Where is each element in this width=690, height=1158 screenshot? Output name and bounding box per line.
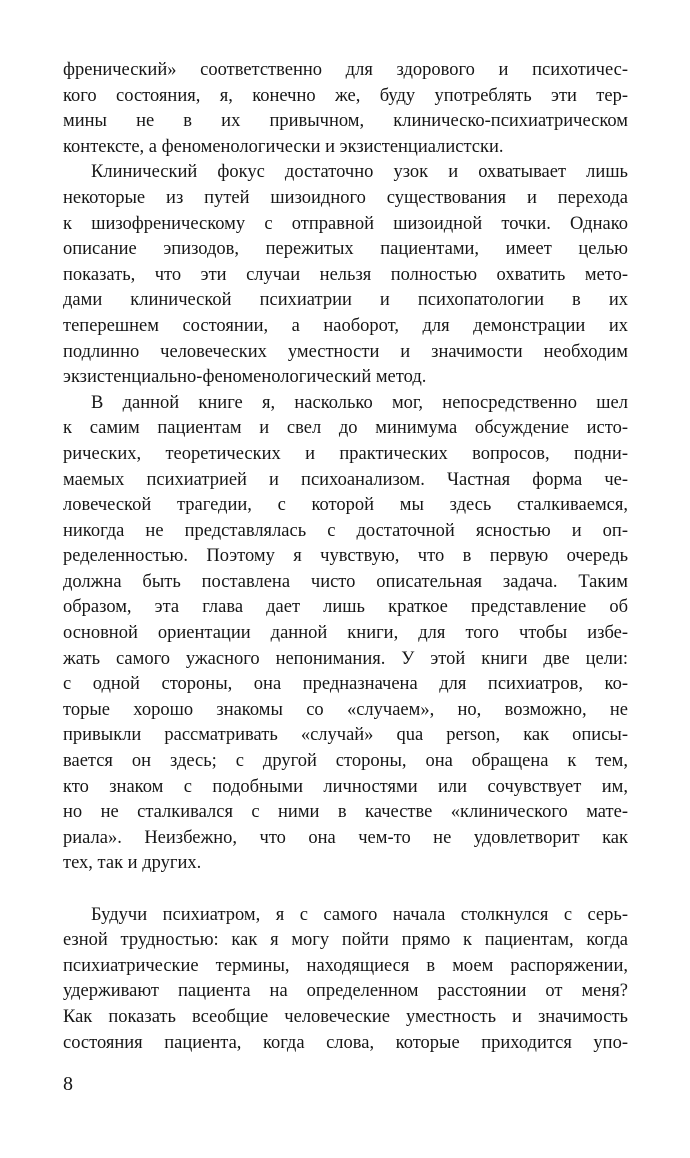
paragraph-2 bbox=[63, 160, 628, 390]
text-line: образом, эта глава дает лишь краткое представление об bbox=[63, 597, 628, 618]
text-line: удерживают пациента на определенном расстоянии от меня? bbox=[63, 981, 628, 1002]
text-line: мины не в их привычном, клиническо-психиатрическом bbox=[63, 111, 628, 132]
text-line: но не сталкивался с ними в качестве «клинического мате- bbox=[63, 802, 628, 823]
text-line: торые хорошо знакомы со «случаем», но, возможно, не bbox=[63, 699, 628, 720]
text-line: никогда не представлялась с достаточной ясностью и оп- bbox=[63, 520, 628, 541]
text-line: подлинно человеческих уместности и значимости необходим bbox=[63, 341, 628, 362]
text-line: ловеческой трагедии, с которой мы здесь сталкиваемся, bbox=[63, 495, 628, 516]
text-line: состояния пациента, когда слова, которые приходится упо- bbox=[63, 1032, 628, 1053]
text-line: В данной книге я, насколько мог, непосредственно шел bbox=[91, 392, 628, 413]
text-line: к самим пациентам и свел до минимума обсуждение исто- bbox=[63, 418, 628, 439]
text-line: жать самого ужасного непонимания. У этой книги две цели: bbox=[63, 648, 628, 669]
text-line: рических, теоретических и практических вопросов, подни- bbox=[63, 443, 628, 464]
text-line: должна быть поставлена чисто описательная задача. Таким bbox=[63, 571, 628, 592]
text-line: показать, что эти случаи нельзя полностью охватить мето- bbox=[63, 264, 628, 285]
text-line: контексте, а феноменологически и экзистенциалистски. bbox=[63, 136, 504, 157]
text-line: риала». Неизбежно, что она чем-то не удовлетворит как bbox=[63, 827, 628, 848]
text-line: экзистенциально-феноменологический метод. bbox=[63, 367, 427, 388]
text-line: привыкли рассматривать «случай» qua person, как описы- bbox=[63, 725, 628, 746]
text-line: с одной стороны, она предназначена для психиатров, ко- bbox=[63, 674, 628, 695]
paragraph-3 bbox=[63, 391, 628, 877]
text-line: Как показать всеобщие человеческие уместность и значимость bbox=[63, 1006, 628, 1027]
page-number: 8 bbox=[63, 1073, 73, 1095]
text-line: вается он здесь; с другой стороны, она обращена к тем, bbox=[63, 751, 628, 772]
text-line: кто знаком с подобными личностями или сочувствует им, bbox=[63, 776, 628, 797]
text-line: некоторые из путей шизоидного существования и перехода bbox=[63, 187, 628, 208]
text-line: к шизофреническому с отправной шизоидной точки. Однако bbox=[63, 213, 628, 234]
page-body bbox=[63, 58, 628, 1056]
text-line: Будучи психиатром, я с самого начала столкнулся с серь- bbox=[91, 904, 628, 925]
text-line: маемых психиатрией и психоанализом. Частная форма че- bbox=[63, 469, 628, 490]
text-line: дами клинической психиатрии и психопатологии в их bbox=[63, 290, 628, 311]
paragraph-4 bbox=[63, 903, 628, 1057]
text-line: френический» соответственно для здорового и психотичес- bbox=[63, 60, 628, 80]
text-line: езной трудностью: как я могу пойти прямо к пациентам, когда bbox=[63, 930, 628, 951]
paragraph-1 bbox=[63, 58, 628, 160]
text-line: тех, так и других. bbox=[63, 853, 202, 874]
text-line: кого состояния, я, конечно же, буду употреблять эти тер- bbox=[63, 85, 628, 106]
text-line: психиатрические термины, находящиеся в моем распоряжении, bbox=[63, 955, 628, 976]
text-line: основной ориентации данной книги, для того чтобы избе- bbox=[63, 623, 628, 644]
text-line: описание эпизодов, пережитых пациентами, имеет целью bbox=[63, 239, 628, 260]
text-line: ределенностью. Поэтому я чувствую, что в первую очередь bbox=[63, 546, 628, 567]
text-line: Клинический фокус достаточно узок и охватывает лишь bbox=[91, 162, 628, 183]
text-line: теперешнем состоянии, а наоборот, для демонстрации их bbox=[63, 315, 628, 336]
section-gap bbox=[63, 877, 628, 903]
